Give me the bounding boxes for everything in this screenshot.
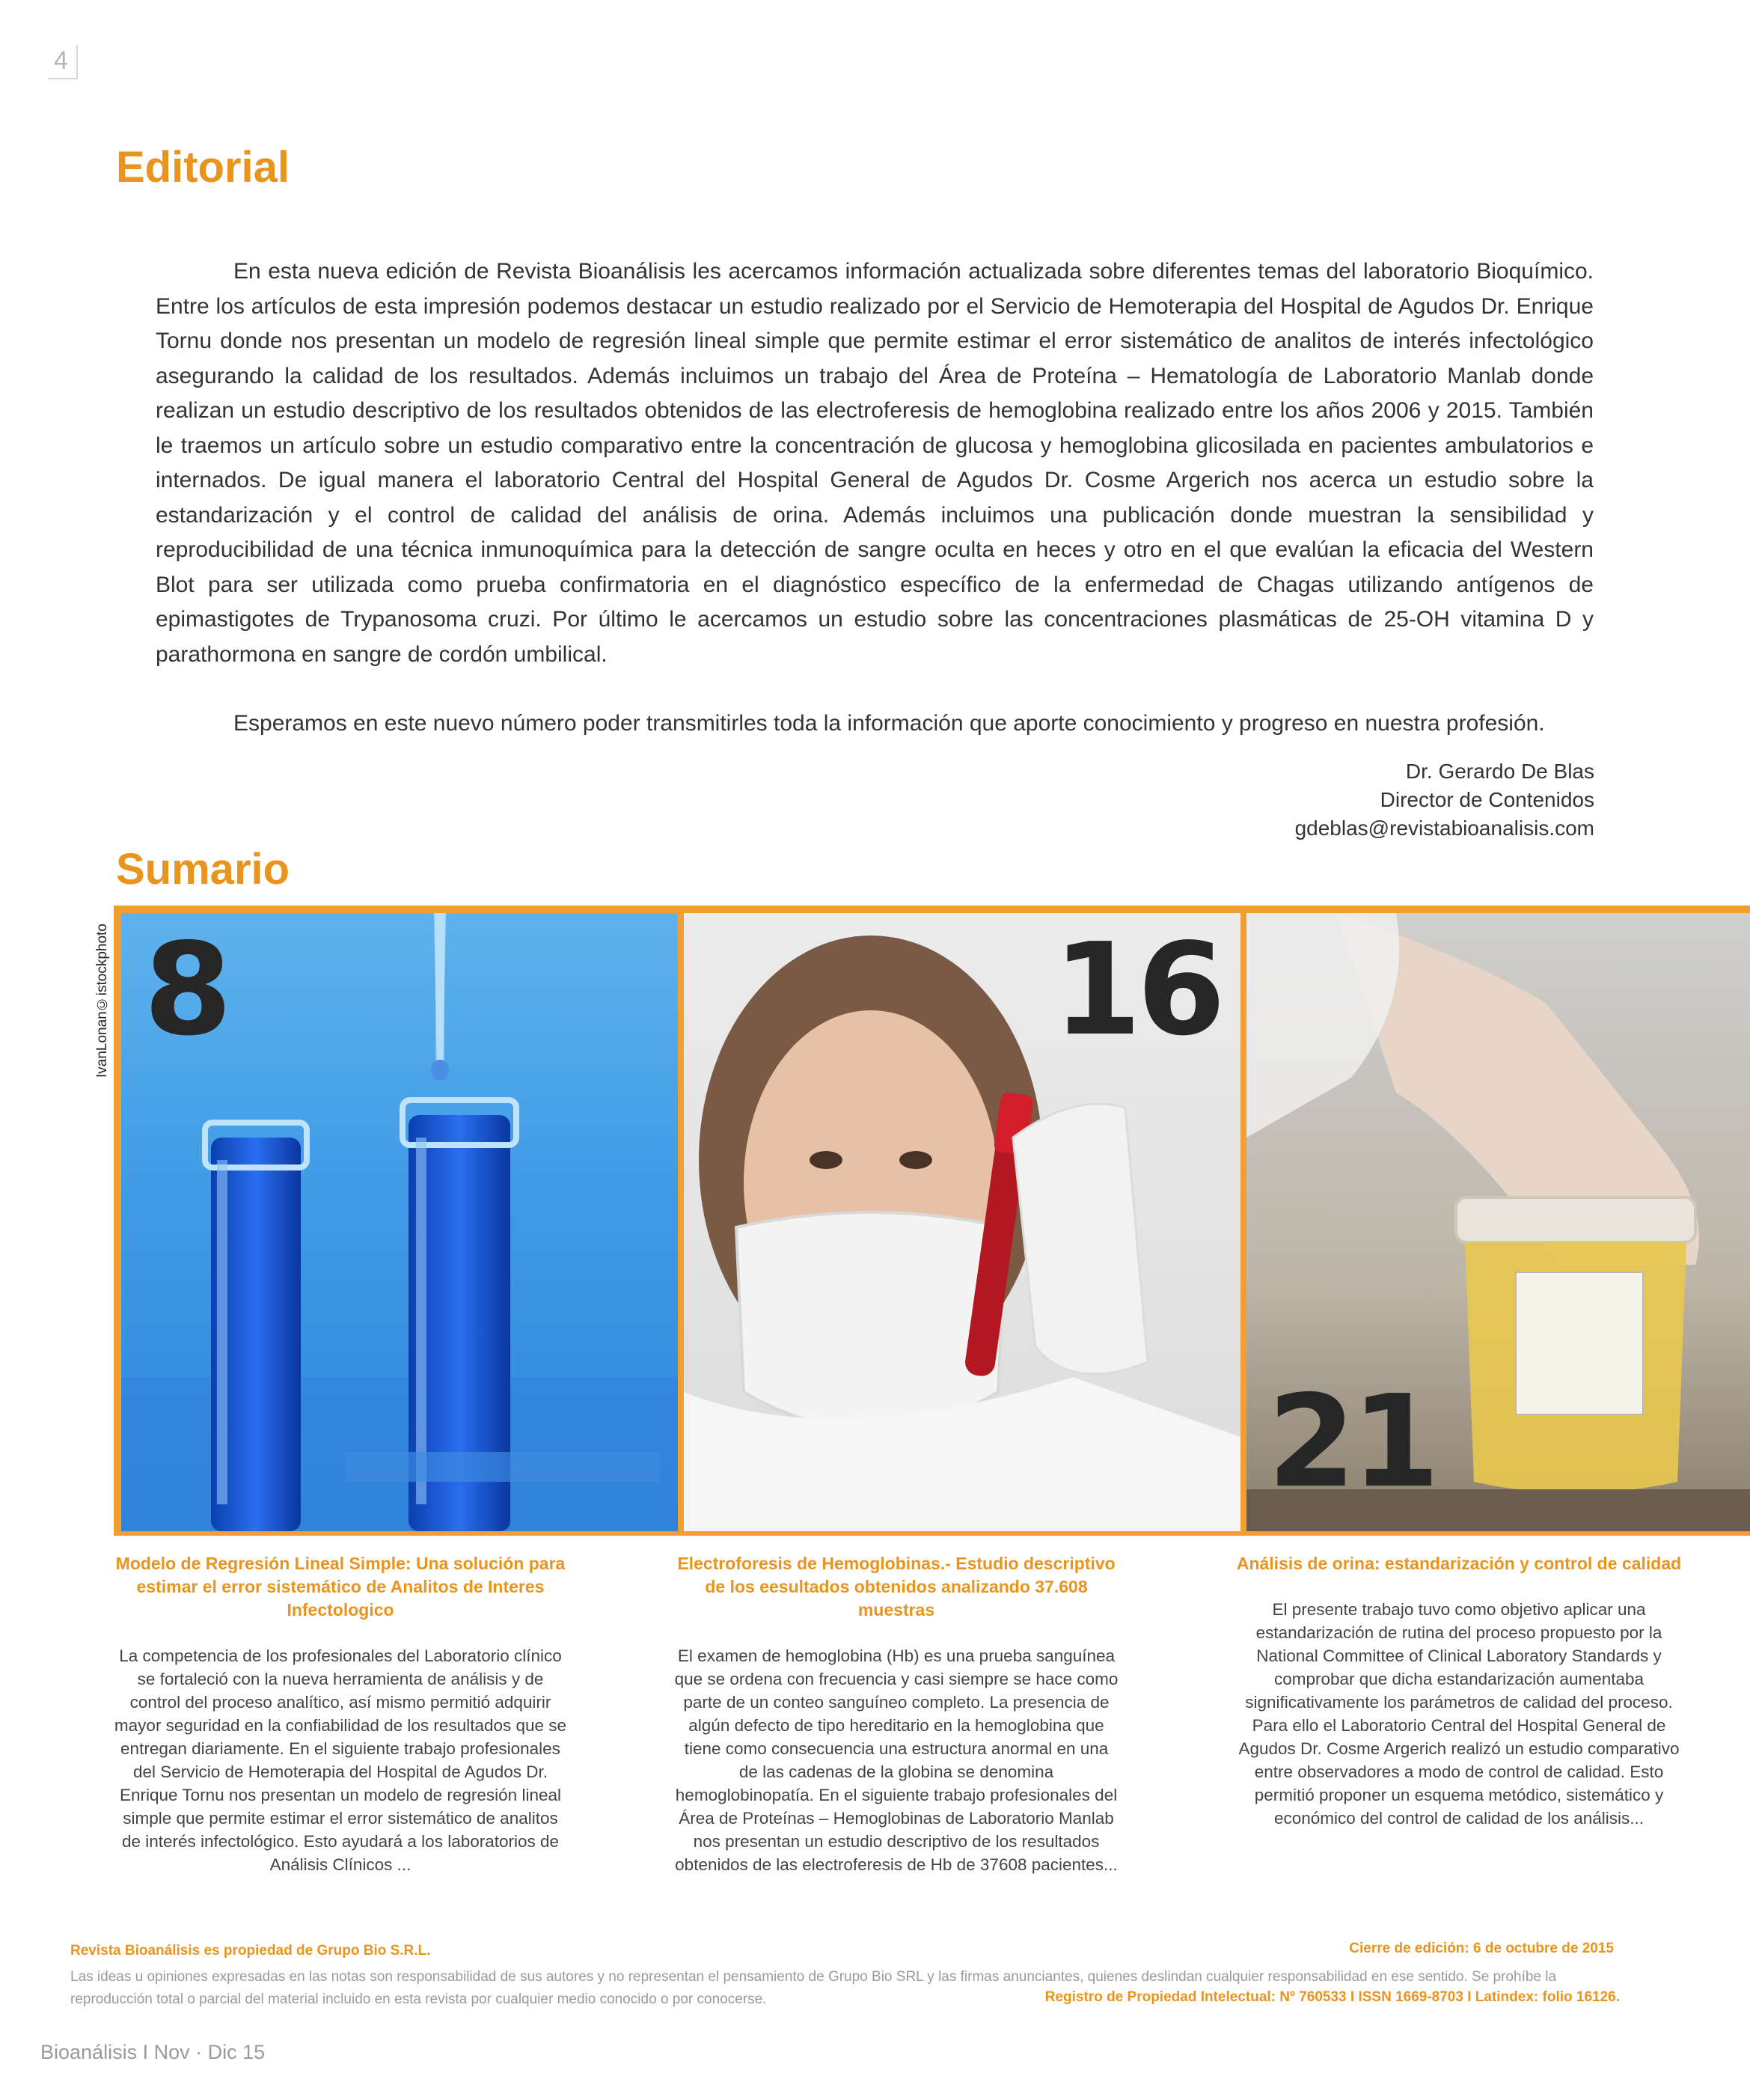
article-title[interactable]: Electroforesis de Hemoglobinas.- Estudio descriptivo de los eesultados obtenidos analizando 37.608 muestras [677, 1554, 1116, 1620]
urine-container-photo[interactable] [1246, 913, 1750, 1531]
registry-note: Registro de Propiedad Intelectual: Nº 760533 I ISSN 1669-8703 I Latindex: folio 16126. [1044, 1989, 1620, 2005]
article-page-number: 8 [144, 916, 228, 1064]
article-summary-card[interactable] [1235, 1552, 1683, 1830]
editorial-paragraph: Esperamos en este nuevo número poder transmitirles toda la información que aporte conocimiento y progreso en nuestra profesión. [233, 711, 1545, 736]
editorial-title: Editorial [116, 143, 290, 192]
signature-role: Director de Contenidos [1380, 788, 1594, 811]
article-summary-card[interactable] [112, 1552, 569, 1876]
test-tubes-photo[interactable] [121, 913, 678, 1531]
article-page-number: 21 [1267, 1368, 1436, 1516]
page-number: 4 [54, 46, 68, 75]
page-folio: Bioanálisis I Nov · Dic 15 [40, 2041, 266, 2063]
article-title[interactable]: Análisis de orina: estandarización y control de calidad [1236, 1554, 1682, 1573]
editorial-body [156, 254, 1594, 742]
article-summary-card[interactable] [673, 1552, 1119, 1876]
article-summary: La competencia de los profesionales del Laboratorio clínico se fortaleció con la nueva herramienta de análisis y de control del proceso analítico, así mismo permitió adquirir mayor seguridad en la confiabilidad de los resultados que se entregan diariamente. En el siguiente trabajo profesionales del Servicio de Hemoterapia del Hospital de Agudos Dr. Enrique Tornu nos presentan un modelo de regresión lineal simple que permite estimar el error sistemático de analitos de interés infectológico. Esto ayudará a los laboratorios de Análisis Clínicos ... [114, 1646, 567, 1874]
sumario-title: Sumario [116, 845, 290, 894]
photo-credit: IvanLonan©istockphoto [94, 924, 110, 1078]
article-page-number: 16 [1053, 916, 1221, 1064]
lab-worker-photo[interactable] [684, 913, 1240, 1531]
signature-email[interactable]: gdeblas@revistabioanalisis.com [1294, 817, 1594, 840]
ownership-note: Revista Bioanálisis es propiedad de Grupo Bio S.R.L. [70, 1943, 431, 1959]
disclaimer-text: Las ideas u opiniones expresadas en las notas son responsabilidad de sus autores y no representan el pensamiento de Grupo Bio SRL y las firmas anunciantes, quienes deslindan cualquier responsabilidad en ese sentido. Se prohíbe la reproducción total o parcial del material incluido en esta revista por cualquier medio conocido o por conocerse. [70, 1969, 1557, 2007]
signature-block [1295, 757, 1594, 843]
editorial-paragraph: En esta nueva edición de Revista Bioanálisis les acercamos información actualizada sobre diferentes temas del laboratorio Bioquímico. Entre los artículos de esta impresión podemos destacar un estudio realizado por el Servicio de Hemoterapia del Hospital de Agudos Dr. Enrique Tornu donde nos presentan un modelo de regresión lineal simple que permite estimar el error sistemático de analitos de interés infectológico asegurando la calidad de los resultados. Además incluimos un trabajo del Área de Proteína – Hematología de Laboratorio Manlab donde realizan un estudio descriptivo de los resultados obtenidos de las electroferesis de hemoglobina realizado entre los años 2006 y 2015. También le traemos un artículo sobre un estudio comparativo entre la concentración de glucosa y hemoglobina glicosilada en pacientes ambulatorios e internados. De igual manera el laboratorio Central del Hospital General de Agudos Dr. Cosme Argerich nos acerca un estudio sobre la estandarización y el control de calidad del análisis de orina. Además incluimos una publicación donde muestran la sensibilidad y reproducibilidad de una técnica inmunoquímica para la detección de sangre oculta en heces y otro en el que evalúan la eficacia del Western Blot para ser utilizada como prueba confirmatoria en el diagnóstico específico de la enfermedad de Chagas utilizando antígenos de epimastigotes de Trypanosoma cruzi. Por último le acercamos un estudio sobre las concentraciones plasmáticas de 25-OH vitamina D y parathormona en sangre de cordón umbilical. [156, 259, 1594, 667]
signature-name: Dr. Gerardo De Blas [1405, 760, 1594, 783]
sumario-image-strip [114, 906, 1750, 1536]
article-title[interactable]: Modelo de Regresión Lineal Simple: Una solución para estimar el error sistemático de Analitos de Interes Infectologico [115, 1554, 566, 1620]
closing-date: Cierre de edición: 6 de octubre de 2015 [1349, 1941, 1614, 1956]
article-summary: El examen de hemoglobina (Hb) es una prueba sanguínea que se ordena con frecuencia y casi siempre se hace como parte de un conteo sanguíneo completo. La presencia de algún defecto de tipo hereditario en la hemoglobina que tiene como consecuencia una estructura anormal en una de las cadenas de la globina se denomina hemoglobinopatía. En el siguiente trabajo profesionales del Área de Proteínas – Hemoglobinas de Laboratorio Manlab nos presentan un estudio descriptivo de los resultados obtenidos de las electroferesis de Hb de 37608 pacientes... [674, 1646, 1119, 1874]
article-summary: El presente trabajo tuvo como objetivo aplicar una estandarización de rutina del proceso propuesto por la National Committee of Clinical Laboratory Standards y comprobar que dicha estandarización aumentaba significativamente los parámetros de calidad del proceso. Para ello el Laboratorio Central del Hospital General de Agudos Dr. Cosme Argerich realizó un estudio comparativo entre observadores a modo de control de calidad. Esto permitió proponer un esquema metódico, sistemático y económico del control de calidad de los análisis... [1238, 1600, 1680, 1828]
